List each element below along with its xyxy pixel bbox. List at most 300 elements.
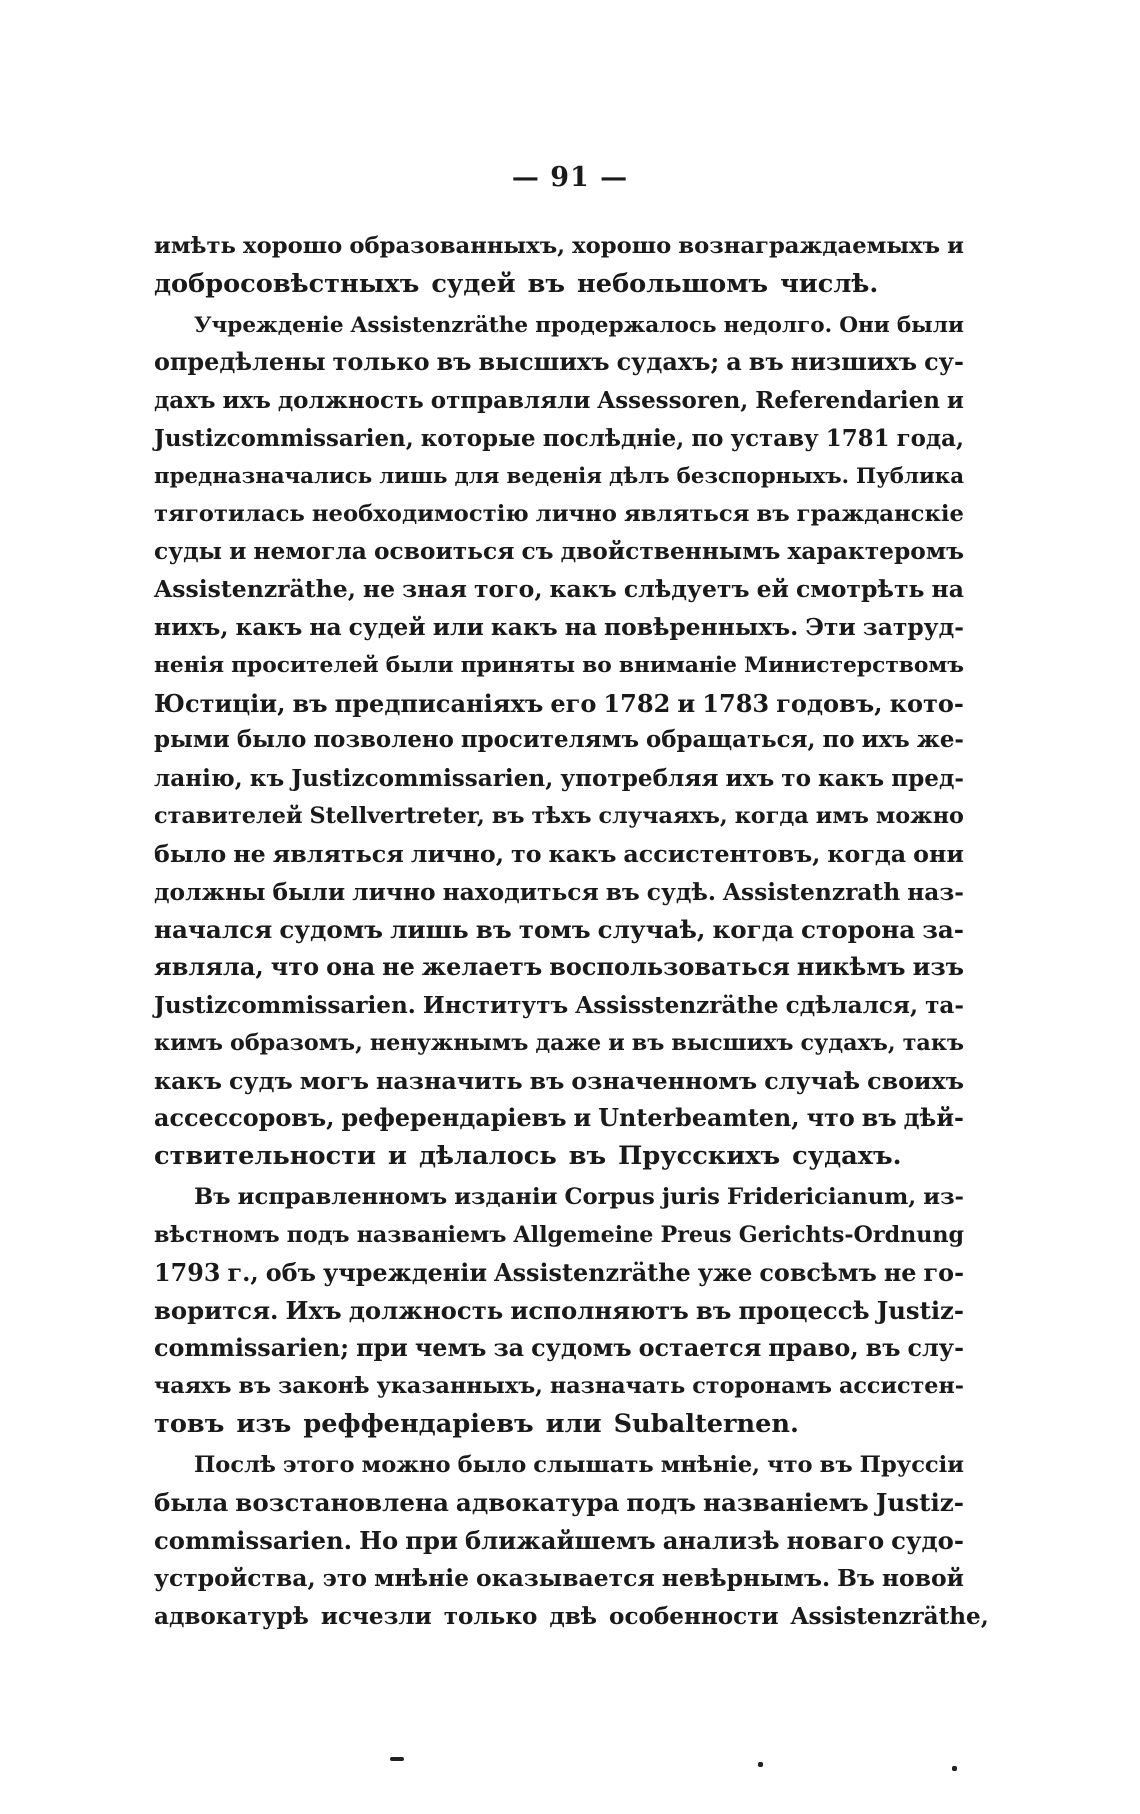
word: ближайшемъ	[464, 1526, 656, 1556]
word: къ	[249, 765, 285, 793]
word: кото-	[889, 688, 964, 718]
word: ихъ	[725, 765, 775, 793]
word: означенномъ	[571, 1066, 758, 1095]
word: веденія	[506, 463, 602, 489]
word: ланію,	[154, 765, 243, 793]
word: не	[233, 839, 266, 868]
word: предназначались	[154, 463, 373, 489]
word: и	[608, 1029, 625, 1056]
word: совсѣмъ	[759, 1258, 877, 1287]
word: оказывается	[476, 1563, 655, 1592]
word: судахъ;	[616, 348, 720, 377]
word: необходимостію	[311, 500, 529, 527]
word: 1782	[603, 688, 671, 718]
word: судей	[431, 268, 516, 299]
word: и	[388, 1141, 407, 1172]
word: изъ	[912, 953, 964, 982]
word: въ	[238, 1372, 272, 1399]
word: въ	[527, 268, 566, 299]
word: числѣ.	[780, 268, 879, 299]
word: Прусскихъ	[618, 1141, 781, 1172]
scan-speck	[952, 1766, 957, 1771]
word: товъ	[154, 1408, 225, 1439]
word: Послѣ	[194, 1451, 276, 1478]
word: нихъ,	[154, 612, 229, 641]
word: Учрежденіе	[194, 312, 344, 338]
word: высшихъ	[478, 348, 610, 377]
word: тѣхъ	[531, 802, 592, 829]
word: въ	[631, 1029, 665, 1056]
word: то	[781, 765, 811, 793]
word: даже	[535, 1029, 602, 1056]
word: и	[573, 1104, 592, 1133]
word: по	[691, 424, 724, 452]
word: въ	[436, 348, 472, 377]
word: и	[229, 538, 247, 566]
text-line	[154, 1560, 964, 1598]
text-line	[154, 307, 964, 345]
word: уставу	[730, 424, 819, 452]
word: ассистентовъ,	[623, 839, 821, 868]
word: Публика	[856, 463, 964, 489]
word: послѣдніе,	[542, 424, 685, 452]
word: зная	[402, 575, 467, 604]
word: подъ	[286, 1221, 350, 1248]
word: слышать	[533, 1451, 654, 1478]
text-line	[154, 1063, 964, 1101]
word: Assisstenzräthe	[575, 991, 779, 1019]
word: судомъ	[531, 1334, 632, 1363]
page-number: — 91 —	[511, 162, 629, 193]
word: являла,	[154, 953, 264, 982]
word: Fridericianum,	[726, 1183, 917, 1210]
word: томъ	[518, 915, 591, 945]
text-line	[154, 1484, 964, 1522]
word: года,	[896, 424, 964, 452]
word: какъ	[490, 612, 558, 641]
word: начался	[154, 915, 273, 945]
word: Justizcommissarien,	[154, 424, 414, 452]
text-line	[154, 1406, 964, 1444]
word: позволено	[313, 727, 454, 754]
word: при	[405, 1526, 458, 1556]
word: Gerichts-Ordnung	[738, 1221, 964, 1248]
text-line	[154, 798, 964, 836]
word: имѣть	[154, 233, 236, 259]
word: ствительности	[154, 1141, 376, 1172]
word: Justizcommissarien,	[291, 765, 554, 793]
word: когда	[712, 915, 794, 945]
word: остается	[638, 1334, 762, 1363]
word: безспорныхъ.	[676, 463, 849, 489]
word: что	[270, 953, 320, 982]
word: никѣмъ	[796, 953, 906, 982]
word: случаѣ,	[597, 915, 706, 945]
word: было	[457, 1451, 527, 1478]
word: приняты	[460, 652, 576, 678]
word: того,	[473, 575, 543, 604]
word: Въ	[194, 1183, 231, 1210]
word: были	[385, 652, 454, 678]
word: и	[947, 233, 964, 259]
word: подъ	[626, 1488, 697, 1518]
text-line	[154, 722, 964, 760]
word: только	[443, 1602, 538, 1630]
text-line	[154, 1447, 964, 1485]
word: новой	[881, 1563, 964, 1592]
word: въ	[695, 1296, 732, 1326]
word: дѣлъ	[609, 463, 670, 489]
word: этого	[282, 1451, 355, 1478]
word: ассистен-	[838, 1372, 964, 1399]
word: въ	[292, 688, 328, 718]
word: 1781	[825, 424, 890, 452]
word: изданіи	[454, 1183, 558, 1210]
word: низшихъ	[790, 348, 918, 377]
text-line	[154, 496, 964, 534]
word: когда	[734, 802, 809, 829]
word: судахъ,	[800, 1029, 896, 1056]
scan-speck	[758, 1762, 763, 1767]
word: въ	[865, 1334, 901, 1363]
text-line	[154, 874, 964, 912]
word: Но	[359, 1526, 399, 1556]
text-line	[154, 1255, 964, 1293]
word: 1783	[702, 688, 770, 718]
word: ненужнымъ	[369, 1029, 529, 1056]
word: Эти	[805, 612, 856, 641]
text-line	[154, 1368, 964, 1406]
text-line	[154, 760, 964, 798]
word: не	[883, 1258, 917, 1287]
word: Въ	[837, 1563, 875, 1592]
word: по	[822, 727, 855, 754]
word: на	[931, 575, 964, 604]
word: сторона	[801, 915, 916, 945]
word: чаяхъ	[154, 1372, 232, 1399]
word: судомъ	[279, 915, 384, 945]
text-line	[154, 1522, 964, 1560]
scan-speck	[390, 1757, 404, 1761]
text-line	[154, 1292, 964, 1330]
word: случаяхъ,	[598, 802, 728, 829]
word: въ	[529, 1066, 565, 1095]
word: являться	[272, 839, 404, 868]
text-line	[154, 609, 964, 647]
word: должны	[154, 878, 266, 906]
word: анализѣ	[662, 1526, 780, 1556]
word: отправляли	[430, 387, 591, 415]
text-line	[154, 1598, 989, 1636]
text-line	[154, 987, 964, 1025]
word: за	[493, 1334, 525, 1363]
word: новаго	[786, 1526, 885, 1556]
word: Они	[839, 312, 890, 338]
word: характеромъ	[787, 538, 964, 566]
word: это	[322, 1563, 368, 1592]
word: ненія	[154, 652, 225, 678]
word: своихъ	[867, 1066, 964, 1095]
word: на	[309, 612, 342, 641]
text-line	[154, 685, 964, 723]
word: должность	[277, 387, 424, 415]
word: не	[362, 575, 396, 604]
word: въ	[475, 915, 512, 945]
word: объ	[265, 1258, 316, 1287]
word: Corpus	[564, 1183, 655, 1210]
word: были	[272, 878, 346, 906]
word: небольшомъ	[577, 268, 769, 299]
word: въ	[568, 1141, 607, 1172]
word: какъ	[235, 612, 303, 641]
word: опредѣлены	[154, 348, 326, 377]
word: лично	[352, 878, 436, 906]
word: чемъ	[414, 1334, 487, 1363]
word: можно	[361, 1451, 451, 1478]
word: право,	[768, 1334, 859, 1363]
word: на	[564, 612, 598, 641]
word: въ	[861, 1104, 897, 1133]
word: сдѣлался,	[785, 991, 919, 1019]
word: затруд-	[862, 612, 964, 641]
word: дѣлалось	[418, 1141, 557, 1172]
word: указанныхъ,	[376, 1372, 543, 1399]
word: и	[677, 688, 696, 718]
word: или	[432, 612, 484, 641]
word: уже	[697, 1258, 753, 1287]
text-line	[154, 344, 964, 382]
word: лишь	[379, 463, 448, 489]
word: из-	[923, 1183, 964, 1210]
word: Assistenzräthe	[494, 1258, 691, 1287]
word: вѣстномъ	[154, 1221, 280, 1248]
word: годовъ,	[776, 688, 883, 718]
word: такъ	[902, 1029, 964, 1056]
word: гражданскіе	[796, 500, 964, 527]
word: Юстиціи,	[154, 688, 286, 718]
text-line	[154, 420, 964, 458]
word: немогла	[253, 538, 367, 566]
word: повѣренныхъ.	[604, 612, 799, 641]
word: Министерствомъ	[744, 652, 964, 678]
word: хорошо	[243, 233, 343, 259]
word: или	[545, 1408, 602, 1439]
word: что	[767, 1451, 813, 1478]
word: Ихъ	[285, 1296, 342, 1326]
word: смотрѣть	[795, 575, 925, 604]
word: мнѣніе	[374, 1563, 470, 1592]
word: назначить	[376, 1066, 523, 1095]
word: же-	[916, 727, 964, 754]
paragraph	[154, 1447, 989, 1636]
word: когда	[827, 839, 907, 868]
word: для	[454, 463, 500, 489]
word: продержалось	[535, 312, 717, 338]
word: употребляя	[560, 765, 719, 793]
word: могъ	[299, 1066, 369, 1095]
word: особенности	[609, 1602, 779, 1630]
word: Assistenzräthe	[350, 312, 529, 338]
word: законѣ	[278, 1372, 370, 1399]
word: изъ	[236, 1408, 292, 1439]
text-line	[154, 266, 964, 304]
word: тяготилась	[154, 500, 305, 527]
word: названіемъ	[356, 1221, 507, 1248]
word: Институтъ	[422, 991, 569, 1019]
word: только	[332, 348, 430, 377]
word: устройства,	[154, 1563, 316, 1592]
word: лично,	[410, 839, 504, 868]
word: добросовѣстныхъ	[154, 268, 420, 299]
word: и	[946, 387, 964, 415]
word: судахъ.	[792, 1141, 902, 1172]
word: сторонамъ	[692, 1372, 832, 1399]
text-line	[154, 911, 964, 949]
word: ей	[756, 575, 789, 604]
word: г.,	[227, 1258, 259, 1287]
word: ворится.	[154, 1296, 279, 1326]
word: Justizcommissarien.	[154, 991, 416, 1019]
word: вознаграждаемыхъ	[678, 233, 941, 259]
word: въ	[748, 348, 784, 377]
word: Stellvertreter,	[309, 802, 485, 829]
word: въ	[491, 802, 525, 829]
word: они	[913, 839, 964, 868]
word: во	[582, 652, 612, 678]
paragraph	[154, 228, 964, 304]
word: го-	[923, 1258, 964, 1287]
word: обращаться,	[646, 727, 816, 754]
word: просителей	[231, 652, 379, 678]
word: которые	[420, 424, 536, 452]
word: commissarien;	[154, 1334, 350, 1363]
word: воспользоваться	[549, 953, 790, 982]
text-line	[154, 458, 964, 496]
word: суды	[154, 538, 223, 566]
word: мнѣніе,	[660, 1451, 761, 1478]
word: двойственнымъ	[560, 538, 781, 566]
word: дѣй-	[903, 1104, 964, 1133]
word: Assistenzräthe,	[790, 1602, 989, 1630]
word: возстановлена	[235, 1488, 449, 1518]
text-line	[154, 533, 964, 571]
word: исправленномъ	[237, 1183, 448, 1210]
word: образованныхъ,	[349, 233, 565, 259]
word: освоиться	[373, 538, 515, 566]
word: недолго.	[723, 312, 833, 338]
paragraph	[154, 1179, 964, 1444]
word: адвокатура	[455, 1488, 620, 1518]
word: была	[154, 1488, 229, 1518]
text-line	[154, 1217, 964, 1255]
word: пред-	[891, 765, 964, 793]
word: случаѣ	[764, 1066, 861, 1095]
text-line	[154, 1025, 964, 1063]
word: при	[356, 1334, 408, 1363]
word: названіемъ	[703, 1488, 869, 1518]
word: 1793	[154, 1258, 221, 1287]
word: въ	[819, 1451, 853, 1478]
word: лично	[535, 500, 617, 527]
word: высшихъ	[671, 1029, 794, 1056]
word: его	[550, 688, 597, 718]
text-line	[154, 1330, 964, 1368]
word: Пруссіи	[859, 1451, 964, 1478]
word: Subalternen.	[613, 1408, 799, 1439]
word: судей	[348, 612, 426, 641]
word: ихъ	[222, 387, 271, 415]
word: желаетъ	[421, 953, 543, 982]
text-line	[154, 228, 964, 266]
word: Assistenzräthe,	[154, 575, 356, 604]
word: Assistenzrath	[722, 878, 901, 906]
word: въ	[605, 878, 640, 906]
word: какъ	[548, 839, 617, 868]
text-line	[154, 382, 964, 420]
word: наз-	[907, 878, 964, 906]
word: процессѣ	[738, 1296, 870, 1326]
word: реффендаріевъ	[303, 1408, 534, 1439]
word: какъ	[154, 1066, 222, 1095]
word: та-	[925, 991, 964, 1019]
word: Preus	[660, 1221, 732, 1248]
word: она	[326, 953, 376, 982]
word: были	[896, 312, 964, 338]
word: учрежденіи	[322, 1258, 488, 1287]
word: Referendarien	[755, 387, 940, 415]
word: было	[236, 727, 307, 754]
word: образомъ,	[230, 1029, 363, 1056]
text-line	[154, 571, 964, 609]
word: хорошо	[572, 233, 672, 259]
word: су-	[924, 348, 964, 377]
word: слу-	[907, 1334, 964, 1363]
word: слѣдуетъ	[623, 575, 750, 604]
paragraph	[154, 307, 964, 1176]
word: то	[510, 839, 542, 868]
word: являться	[623, 500, 750, 527]
text-line	[154, 836, 964, 874]
text-line	[154, 647, 964, 685]
word: commissarien.	[154, 1526, 353, 1556]
word: имъ	[815, 802, 869, 829]
word: должность	[348, 1296, 504, 1326]
text-line	[154, 1138, 964, 1176]
word: адвокатурѣ	[154, 1602, 309, 1630]
word: за-	[922, 915, 964, 945]
word: предписаніяхъ	[334, 688, 544, 718]
word: было	[154, 839, 227, 868]
word: Justiz-	[875, 1488, 964, 1518]
word: какъ	[549, 575, 617, 604]
word: лишь	[390, 915, 469, 945]
word: можно	[875, 802, 964, 829]
word: референдаріевъ	[341, 1104, 567, 1133]
word: назначать	[549, 1372, 686, 1399]
word: съ	[521, 538, 554, 566]
word: а	[726, 348, 742, 377]
word: вниманіе	[618, 652, 737, 678]
word: въ	[756, 500, 790, 527]
word: что	[806, 1104, 855, 1133]
word: двѣ	[549, 1602, 598, 1630]
word: просителямъ	[460, 727, 639, 754]
word: Allgemeine	[513, 1221, 654, 1248]
word: juris	[661, 1183, 720, 1210]
word: судѣ.	[646, 878, 716, 906]
word: невѣрнымъ.	[661, 1563, 831, 1592]
word: Unterbeamten,	[598, 1104, 800, 1133]
